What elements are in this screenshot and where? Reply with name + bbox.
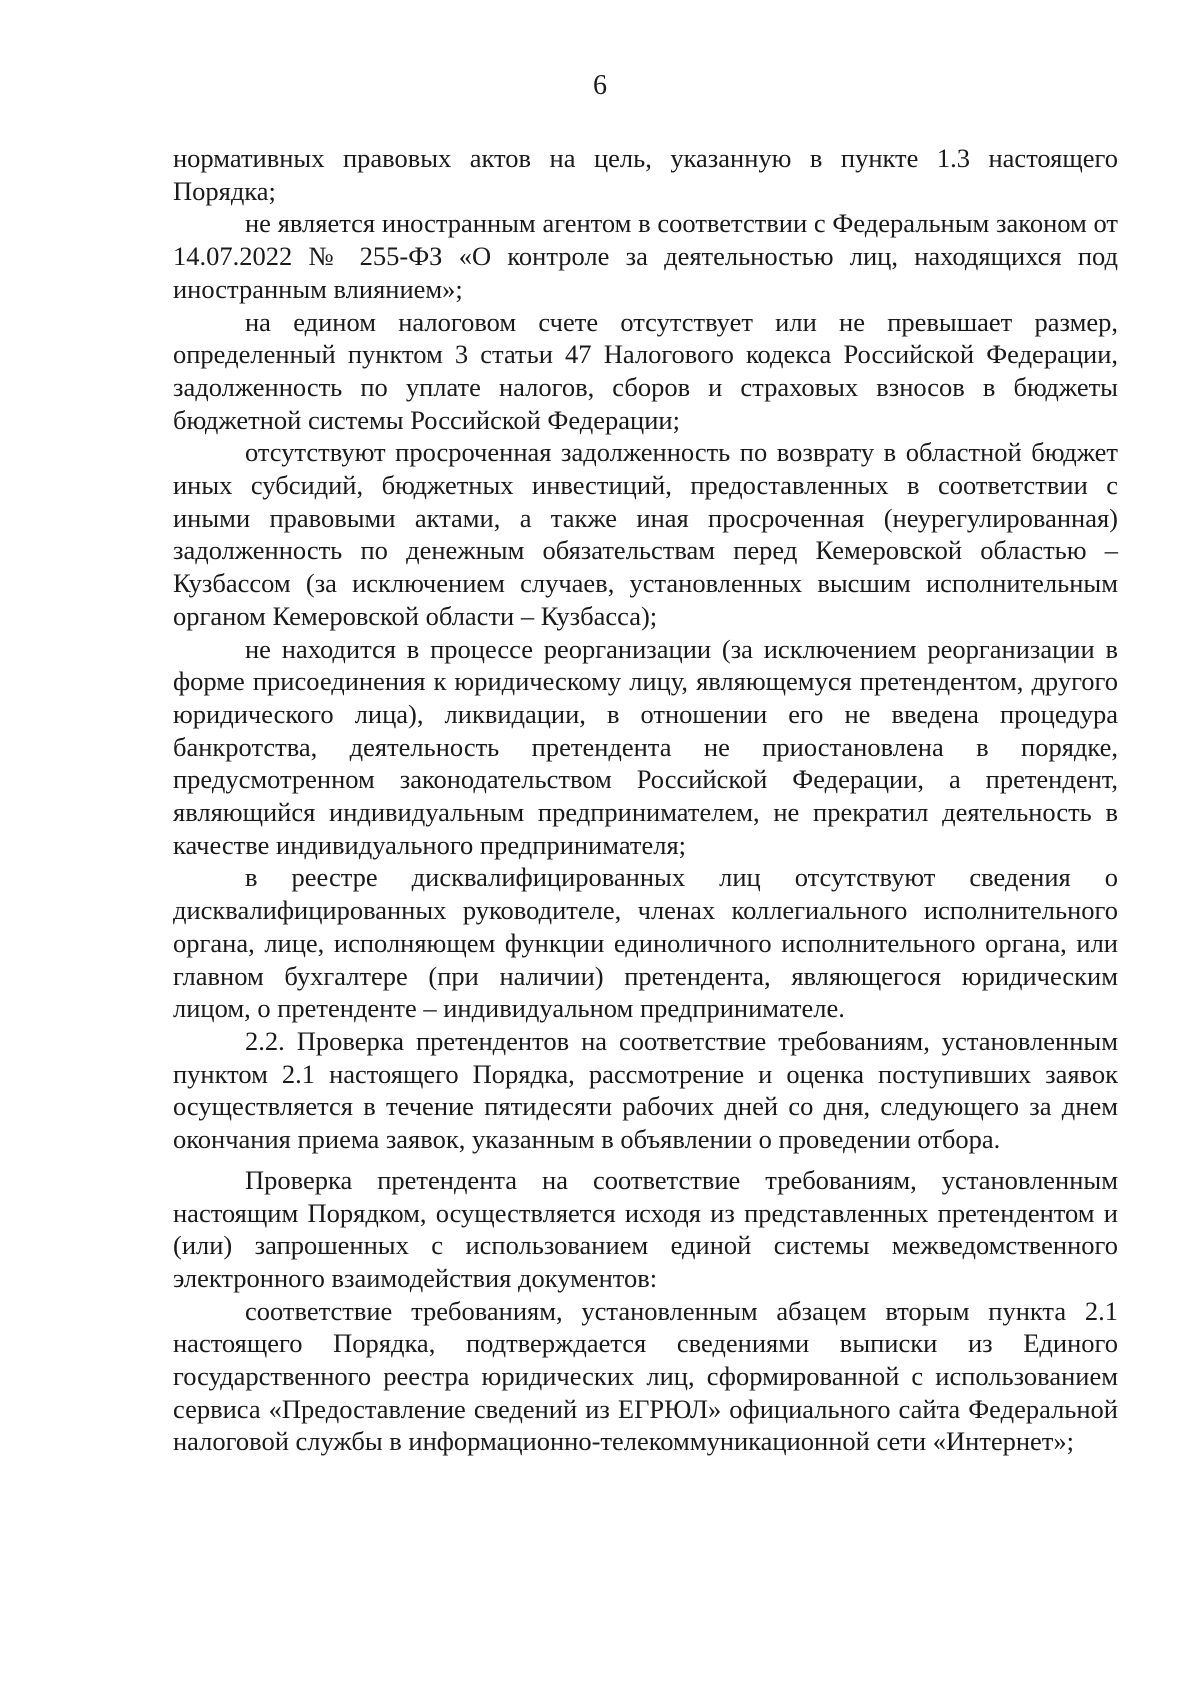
paragraph-reorganization: не находится в процессе реорганизации (за исключением реорганизации в форме присоединения к юридическому лицу, являющемуся претендентом, другого юридического лица), ликвидации, в отношении его не введена процедура банкротства, деятельность претендента не приостановлена в порядке, предусмотренном законодательством Российской Федерации, а претендент, являющийся индивидуальным предпринимателем, не прекратил деятельность в качестве индивидуального предпринимателя; <box>173 633 1118 860</box>
paragraph-clause-2-2: 2.2. Проверка претендентов на соответствие требованиям, установленным пунктом 2.1 настоящего Порядка, рассмотрение и оценка поступивших заявок осуществляется в течение пятидесяти рабочих дней со дня, следующего за днем окончания приема заявок, указанным в объявлении о проведении отбора. <box>173 1025 1118 1155</box>
paragraph-tax-debt: на едином налоговом счете отсутствует или не превышает размер, определенный пунктом 3 статьи 47 Налогового кодекса Российской Федерации, задолженность по уплате налогов, сборов и страховых взносов в бюджеты бюджетной системы Российской Федерации; <box>173 306 1118 435</box>
page-number: 6 <box>593 70 607 101</box>
paragraph-egrul: соответствие требованиям, установленным абзацем вторым пункта 2.1 настоящего Порядка, подтверждается сведениями выписки из Единого государственного реестра юридических лиц, сформированной с использованием сервиса «Предоставление сведений из ЕГРЮЛ» официального сайта Федеральной налоговой службы в информационно-телекоммуникационной сети «Интернет»; <box>173 1295 1118 1457</box>
paragraph-disqualified-persons: в реестре дисквалифицированных лиц отсутствуют сведения о дисквалифицированных руководителе, членах коллегиального исполнительного органа, лице, исполняющем функции единоличного исполнительного органа, или главном бухгалтере (при наличии) претендента, являющегося юридическим лицом, о претенденте – индивидуальном предпринимателе. <box>173 862 1118 1024</box>
paragraph-continuation: нормативных правовых актов на цель, указанную в пункте 1.3 настоящего Порядка; <box>173 143 1118 206</box>
document-text <box>173 142 1118 1458</box>
paragraph-overdue-debt: отсутствуют просроченная задолженность по возврату в областной бюджет иных субсидий, бюджетных инвестиций, предоставленных в соответствии с иными правовыми актами, а также иная просроченная (неурегулированная) задолженность по денежным обязательствам перед Кемеровской областью – Кузбассом (за исключением случаев, установленных высшим исполнительным органом Кемеровской области – Кузбасса); <box>173 437 1118 631</box>
paragraph-foreign-agent: не является иностранным агентом в соответствии с Федеральным законом от 14.07.2022 № 255-ФЗ «О контроле за деятельностью лиц, находящихся под иностранным влиянием»; <box>173 208 1118 304</box>
paragraph-verification: Проверка претендента на соответствие требованиям, установленным настоящим Порядком, осуществляется исходя из представленных претендентом и (или) запрошенных с использованием единой системы межведомственного электронного взаимодействия документов: <box>173 1164 1118 1293</box>
